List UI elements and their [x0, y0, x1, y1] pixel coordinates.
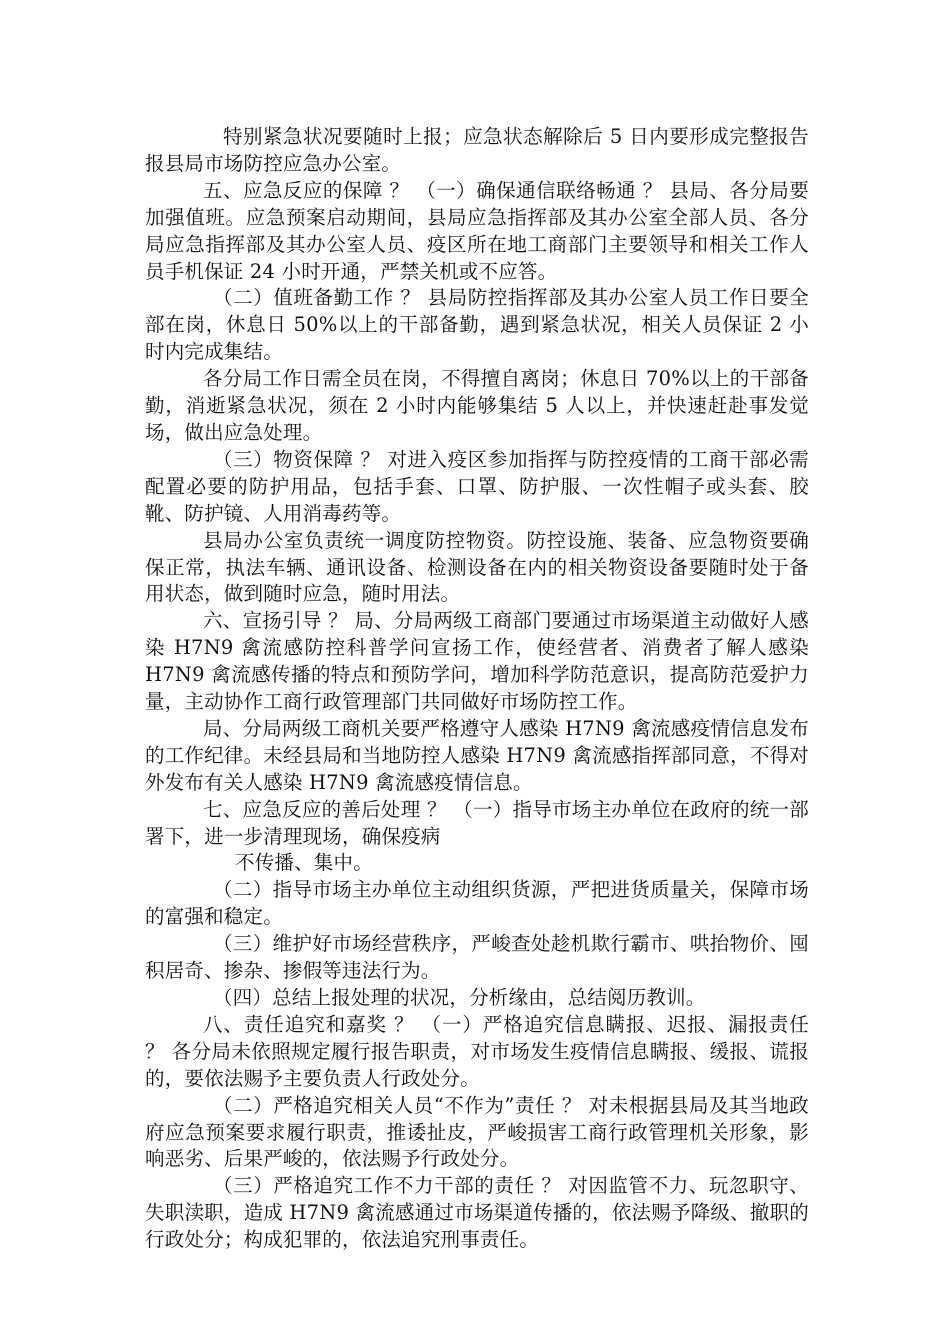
paragraph-information-release: 局、分局两级工商机关要严格遵守人感染 H7N9 禽流感疫情信息发布的工作纪律。未经县局和当地防控人感染 H7N9 禽流感指挥部同意，不得对外发布有关人感染 H7N9 禽流感疫情信息。	[145, 716, 809, 794]
paragraph-office-dispatch: 县局办公室负责统一调度防控物资。防控设施、装备、应急物资要确保正常，执法车辆、通讯设备、检测设备在内的相关物资设备要随时处于备用状态，做到随时应急，随时用法。	[145, 528, 809, 606]
paragraph-branch-duty: 各分局工作日需全员在岗，不得擅自离岗；休息日 70%以上的干部备勤，消逝紧急状况，须在 2 小时内能够集结 5 人以上，并快速赶赴事发觉场，做出应急处理。	[145, 367, 809, 444]
paragraph-supply-organization: （二）指导市场主办单位主动组织货源，严把进货质量关，保障市场的富强和稳定。	[145, 878, 809, 929]
paragraph-section-7-aftermath: 七、应急反应的善后处理 ？ （一）指导市场主办单位在政府的统一部署下，进一步清理现场，确保疫病	[145, 797, 809, 848]
paragraph-report-closing: 特别紧急状况要随时上报；应急状态解除后 5 日内要形成完整报告报县局市场防控应急办公室。	[145, 125, 809, 175]
paragraph-material-supply: （三）物资保障 ？ 对进入疫区参加指挥与防控疫情的工商干部必需配置必要的防护用品，包括手套、口罩、防护服、一次性帽子或头套、胶靴、防护镜、人用消毒药等。	[145, 447, 809, 525]
paragraph-section-6-publicity: 六、宣扬引导 ？ 局、分局两级工商部门要通过市场渠道主动做好人感染 H7N9 禽流感防控科普学问宣扬工作，使经营者、消费者了解人感染 H7N9 禽流感传播的特点和预防学问，增加科学防范意识，提高防范爱护力量，主动协作工商行政管理部门共同做好市场防控工作。	[145, 609, 809, 714]
paragraph-market-order: （三）维护好市场经营秩序，严峻查处趁机欺行霸市、哄抬物价、囤积居奇、掺杂、掺假等违法行为。	[145, 932, 809, 983]
paragraph-section-5-communication: 五、应急反应的保障 ？ （一）确保通信联络畅通 ？ 县局、各分局要加强值班。应急预案启动期间，县局应急指挥部及其办公室全部人员、各分局应急指挥部及其办公室人员、疫区所在地工商部门主要领导和相关工作人员手机保证 24 小时开通，严禁关机或不应答。	[145, 178, 809, 283]
paragraph-duty-standby: （二）值班备勤工作 ？ 县局防控指挥部及其办公室人员工作日要全部在岗，休息日 50%以上的干部备勤，遇到紧急状况，相关人员保证 2 小时内完成集结。	[145, 286, 809, 364]
document-body	[145, 124, 809, 1254]
paragraph-cadre-accountability: （三）严格追究工作不力干部的责任 ？ 对因监管不力、玩忽职守、失职渎职，造成 H7N9 禽流感通过市场渠道传播的，依法赐予降级、撤职的行政处分；构成犯罪的，依法追究刑事责任。	[145, 1174, 809, 1252]
paragraph-section-8-accountability: 八、责任追究和嘉奖 ？ （一）严格追究信息瞒报、迟报、漏报责任 ？ 各分局未依照规定履行报告职责，对市场发生疫情信息瞒报、缓报、谎报的，要依法赐予主要负责人行政处分。	[145, 1012, 809, 1090]
paragraph-inaction-accountability: （二）严格追究相关人员“不作为”责任 ？ 对未根据县局及其当地政府应急预案要求履行职责，推诿扯皮，严峻损害工商行政管理机关形象，影响恶劣、后果严峻的，依法赐予行政处分。	[145, 1093, 809, 1171]
paragraph-summary-report: （四）总结上报处理的状况，分析缘由，总结阅历教训。	[213, 986, 706, 1009]
paragraph-no-spread: 不传播、集中。	[235, 851, 373, 875]
